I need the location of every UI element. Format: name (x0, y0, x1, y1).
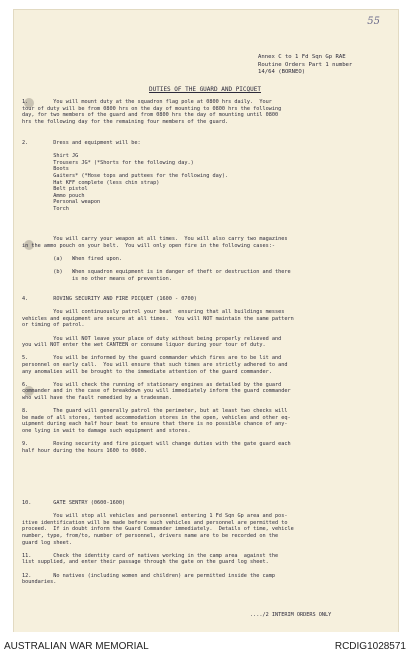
paragraph-1: 1. You will mount duty at the squadron flag pole at 0800 hrs daily. Your tour of duty will be from 0800 hrs on the day of mounting to 0800 hrs the following day, for two members of the guard and from 0800 hrs the day of mounting until 0800 hrs the following day for the remaining four members of the guard. (22, 99, 282, 125)
record-id: RCDIG1028571 (334, 641, 406, 652)
continuation-note: ..../2 INTERIM ORDERS ONLY (250, 612, 332, 618)
document-title: DUTIES OF THE GUARD AND PICQUET (149, 86, 261, 93)
reference-line: Annex C to 1 Fd Sqn Gp RAE (258, 54, 346, 60)
paragraph-10-12: 10. GATE SENTRY (0600-1600) You will stop all vehicles and personnel entering 1 Fd Sqn Gp area and pos- itive identification will be made before such vehicles and personnel are permitted to proceed. If in doubt inform the Guard Commander immediately. Details of time, vehicle number, type, from/to, number of personnel, drivers name are to be recorded on the guard log sheet. 11. Check the identity card of natives working in the camp area against the list supplied, and enter their passage through the gate on the guard log sheet. 12. No natives (including women and children) are permitted inside the camp boundaries. (22, 500, 294, 586)
annex-reference (258, 54, 378, 77)
page-number: 55 (367, 16, 380, 27)
paragraph-4-9: 4. ROVING SECURITY AND FIRE PICQUET (1600 - 0700) You will continuously patrol your beat ensuring that all buildings messes vehicles and equipment are secure at all times. You will NOT maintain the same pattern or timing of patrol. You will NOT leave your place of duty without being properly relieved and you will NOT enter the wet CANTEEN or consume liquor during your tour of duty. 5. You will be informed by the guard commander which fires are to be lit and personnel on early call. You will ensure that such times are strictly adhered to and any anomalies will be brought to the immediate attention of the guard commander. 6. You will check the running of stationary engines as detailed by the guard commander and in the case of breakdown you will immediately inform the guard commander who will have the fault remedied by a tradesman. 8. The guard will generally patrol the perimeter, but at least two checks will be made of all stores, tented accommodation stores in the open, vehicles and other eq- uipment during each half hour beat to ensure that there is no possible chance of any- one lying in wait to damage such equipment and stores. 9. Roving security and fire picquet will change duties with the gate guard each half hour during the hours 1600 to 0600. (22, 296, 294, 454)
archive-name: AUSTRALIAN WAR MEMORIAL (4, 641, 149, 652)
archive-footer (0, 632, 410, 654)
paragraph-2: 2. Dress and equipment will be: Shirt JG Trousers JG* (*Shorts for the following day.) Boots Gaiters* (*Hose tops and puttees for the following day). Hat KFF complete (less chin strap) Belt pistol Ammo pouch Personal weapon Torch (22, 140, 229, 212)
reference-line: Routine Orders Part 1 number (258, 61, 353, 68)
reference-line: 14/64 (BORNEO) (258, 69, 306, 75)
paragraph-3: You will carry your weapon at all times. You will also carry two magazines in the ammo pouch on your belt. You will only open fire in the following cases:- (a) When fired upon. (b) When squadron equipment is in danger of theft or destruction and there is no other means of prevention. (22, 236, 291, 282)
